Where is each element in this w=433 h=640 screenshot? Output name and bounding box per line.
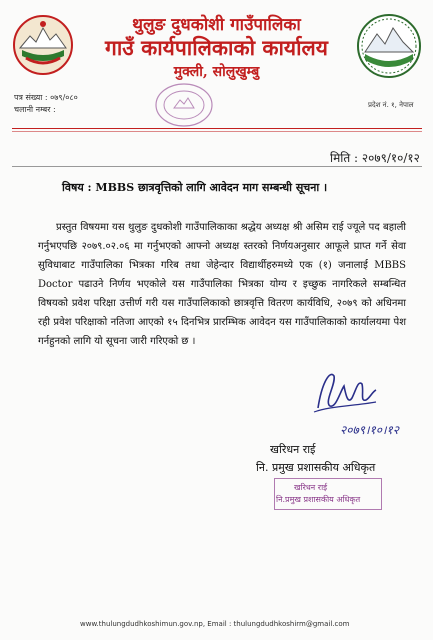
letter-number: पत्र संख्या : ०७९/०८० bbox=[14, 93, 78, 102]
footer-contact: www.thulungdudhkoshimun.gov.np, Email : thulungdudhkoshirm@gmail.com bbox=[80, 620, 350, 628]
stamp-name: खरिधन राई bbox=[294, 483, 328, 492]
header-divider-thin bbox=[12, 131, 422, 132]
office-address: मुक्ली, सोलुखुम्बु bbox=[173, 64, 260, 80]
stamp-title: नि.प्रमुख प्रशासकीय अधिकृत bbox=[276, 495, 361, 504]
municipality-logo-icon bbox=[355, 12, 423, 80]
letter-subject: विषय : MBBS छात्रवृत्तिको लागि आवेदन माग सम्बन्धी सूचना । bbox=[62, 181, 328, 194]
date-divider bbox=[12, 166, 422, 167]
signer-designation: नि. प्रमुख प्रशासकीय अधिकृत bbox=[256, 461, 376, 474]
signature-date: २०७९।१०।१२ bbox=[340, 423, 400, 437]
dispatch-number: चलानी नम्बर : bbox=[14, 105, 56, 114]
name-stamp bbox=[276, 478, 384, 522]
office-name: गाउँ कार्यपालिकाको कार्यालय bbox=[105, 35, 328, 60]
signer-name: खरिधन राई bbox=[270, 443, 316, 456]
header-divider bbox=[12, 128, 422, 129]
official-seal-stamp bbox=[152, 80, 216, 130]
handwritten-signature bbox=[310, 362, 380, 420]
letter-date: मिति : २०७९/१०/१२ bbox=[330, 151, 420, 165]
province-label: प्रदेश नं. १, नेपाल bbox=[368, 101, 414, 109]
municipality-name: थुलुङ दुधकोशी गाउँपालिका bbox=[132, 15, 301, 35]
letter-body: प्रस्तुत विषयमा यस थुलुङ दुधकोशी गाउँपालिकाका श्रद्धेय अध्यक्ष श्री असिम राई ज्यूले पद बहाली गर्नुभएपछि २०७९.०२.०६ मा गर्नुभएको आफ्नो अध्यक्ष स्तरको निर्णयअनुसार आफूले प्राप्त गर्ने सेवा सुविधाबाट गाउँपालिका भित्रका गरिब तथा जेहेन्दार विद्यार्थीहरुमध्ये एक (१) जनालाई MBBS Doctor पढाउने निर्णय भएकोले यस गाउँपालिका भित्रका योग्य र इच्छुक नागरिकले सम्बन्धित विषयको प्रवेश परिक्षा उत्तीर्ण गरी यस गाउँपालिकाको छात्रवृत्ति वितरण कार्यविधि, २०७९ को अधिनमा रही प्रवेश परिक्षाको नतिजा आएको १५ दिनभित्र प्रारम्भिक आवेदन यस गाउँपालिकाको कार्यालयमा पेश गर्नहुनको लागि यो सूचना जारी गरिएको छ । bbox=[38, 222, 406, 347]
